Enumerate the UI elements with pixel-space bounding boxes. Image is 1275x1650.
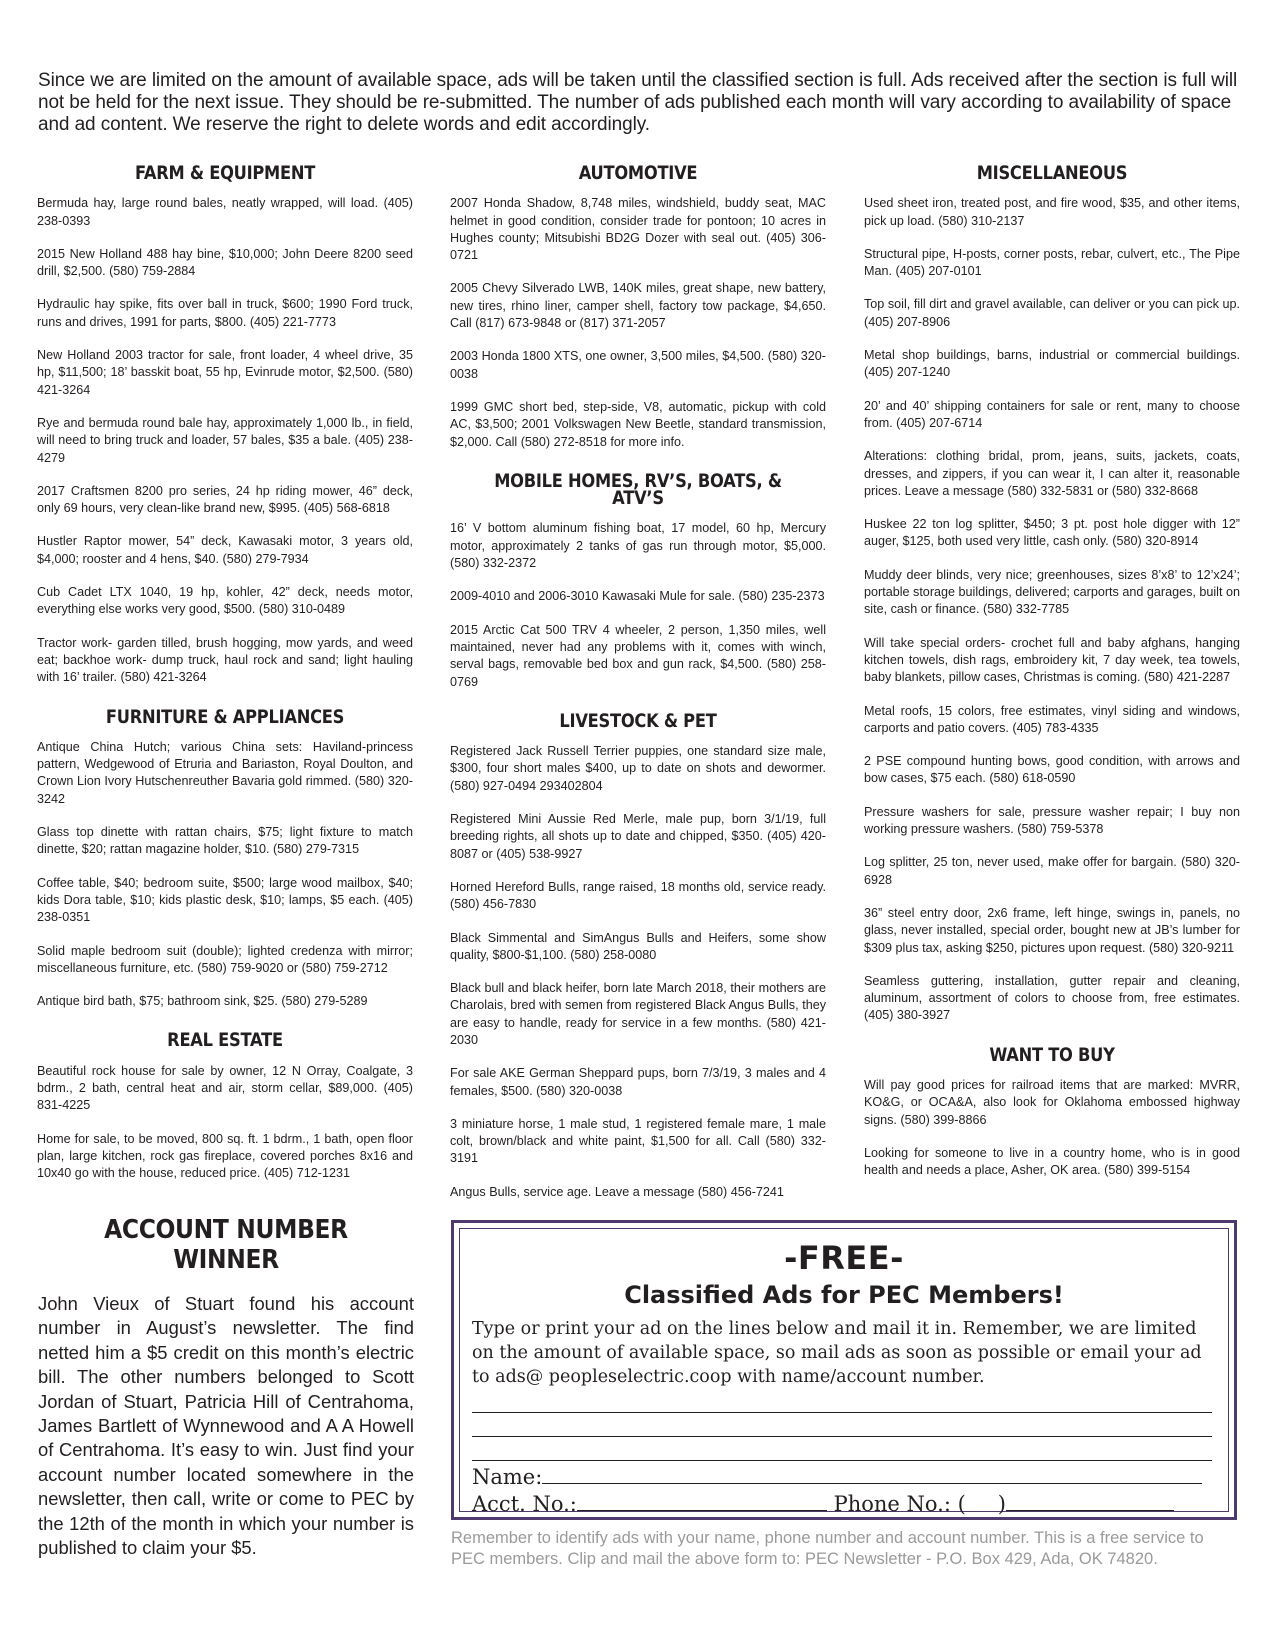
column-right <box>864 165 1240 1195</box>
section-title-livestock: LIVESTOCK & PET <box>559 710 717 732</box>
ad-item: 20’ and 40’ shipping containers for sale or rent, many to choose from. (405) 207-6714 <box>864 398 1240 430</box>
ad-item: Coffee table, $40; bedroom suite, $500; large wood mailbox, $40; kids Dora table, $10; kids plastic desk, $10; lamps, $5 each. (405) 238-0351 <box>37 875 413 925</box>
name-label: Name: <box>472 1465 543 1489</box>
ad-item: Hydraulic hay spike, fits over ball in truck, $600; 1990 Ford truck, runs and drives, 1991 for parts, $800. (405) 221-7773 <box>37 297 413 329</box>
ad-item: 16’ V bottom aluminum fishing boat, 17 model, 60 hp, Mercury motor, approximately 2 tanks of gas run through motor, $5,000. (580) 332-2372 <box>450 521 826 571</box>
ad-item: Structural pipe, H-posts, corner posts, rebar, culvert, etc., The Pipe Man. (405) 207-0101 <box>864 246 1240 279</box>
ad-item: Rye and bermuda round bale hay, approximately 1,000 lb., in field, will need to bring truck and loader, 57 bales, $35 a bale. (405) 238-4279 <box>37 415 413 465</box>
ad-item: Tractor work- garden tilled, brush hogging, mow yards, and weed eat; backhoe work- dump truck, haul rock and sand; light hauling with 16’ trailer. (580) 421-3264 <box>37 635 413 685</box>
phone-line[interactable] <box>1006 1492 1174 1511</box>
intro-paragraph: Since we are limited on the amount of available space, ads will be taken until the classified section is full. Ads received after the section is full will not be held for the next issue. They should be re-submitted. The number of ads published each month will vary according to availability of space and ad content. We reserve the right to delete words and edit accordingly. <box>38 70 1238 135</box>
acct-phone-field[interactable] <box>472 1492 1174 1516</box>
ad-write-line-3[interactable] <box>472 1460 1212 1461</box>
ad-item: 2017 Craftsmen 8200 pro series, 24 hp riding mower, 46” deck, only 69 hours, very clean-like brand new, $995. (405) 568-6818 <box>37 483 413 516</box>
phone-label: Phone No.: ( <box>833 1492 966 1516</box>
winner-body: John Vieux of Stuart found his account number in August’s newsletter. The find netted him a $5 credit on this month’s electric bill. The other numbers belonged to Scott Jordan of Stuart, Patricia Hill of Centrahoma, James Bartlett of Wynnewood and A A Howell of Centrahoma. It’s easy to win. Just find your account number located somewhere in the newsletter, then call, write or come to PEC by the 12th of the month in which your number is published to claim your $5. <box>38 1293 414 1559</box>
ad-item: Home for sale, to be moved, 800 sq. ft. 1 bdrm., 1 bath, open floor plan, large kitchen, rock gas fireplace, covered porches 8x16 and 10x40 go with the house, reduced price. (405) 712-1231 <box>37 1131 413 1181</box>
ad-item: Registered Jack Russell Terrier puppies, one standard size male, $300, four short males $400, up to date on shots and dewormer. (580) 927-0494 293402804 <box>450 744 826 793</box>
ad-item: For sale AKE German Sheppard pups, born 7/3/19, 3 males and 4 females, $500. (580) 320-0038 <box>450 1066 826 1098</box>
ad-item: New Holland 2003 tractor for sale, front loader, 4 wheel drive, 35 hp, $11,500; 18’ basskit boat, 55 hp, Evinrude motor, $2,500. (580) 421-3264 <box>37 348 413 397</box>
ad-item: Alterations: clothing bridal, prom, jeans, suits, jackets, coats, dresses, and zippers, if you can wear it, I can alter it, reasonable prices. Leave a message (580) 332-5831 or (580) 332-8668 <box>864 449 1240 498</box>
ad-item: 1999 GMC short bed, step-side, V8, automatic, pickup with cold AC, $3,500; 2001 Volkswagen New Beetle, standard transmission, $2,000. Call (580) 272-8518 for more info. <box>450 399 826 449</box>
ad-item: Bermuda hay, large round bales, neatly wrapped, will load. (405) 238-0393 <box>37 196 413 228</box>
name-line[interactable] <box>542 1465 1202 1484</box>
section-title-misc: MISCELLANEOUS <box>976 163 1128 184</box>
ad-item: 2015 New Holland 488 hay bine, $10,000; John Deere 8200 seed drill, $2,500. (580) 759-2884 <box>37 246 413 279</box>
ad-item: Will pay good prices for railroad items that are marked: MVRR, KO&G, or OCA&A, also look for Oklahoma embossed highway signs. (580) 399-8866 <box>864 1077 1240 1127</box>
section-title-automotive: AUTOMOTIVE <box>578 163 698 184</box>
ad-item: Metal shop buildings, barns, industrial or commercial buildings. (405) 207-1240 <box>864 348 1240 380</box>
section-title-realestate: REAL ESTATE <box>167 1030 283 1052</box>
ad-item: 3 miniature horse, 1 male stud, 1 registered female mare, 1 male colt, brown/black and white paint, $1,500 for all. Call (580) 332-3191 <box>450 1116 826 1166</box>
ad-item: Glass top dinette with rattan chairs, $75; light fixture to match dinette, $20; rattan magazine holder, $10. (580) 279-7315 <box>37 825 413 857</box>
free-heading: -FREE- <box>784 1239 904 1277</box>
ad-item: Will take special orders- crochet full and baby afghans, hanging kitchen towels, dish rags, embroidery kit, 7 day week, tea towels, baby blankets, pillow cases, Christmas is coming. (580) 421-2287 <box>864 635 1240 685</box>
acct-label: Acct. No.: <box>472 1492 577 1516</box>
ad-item: 2 PSE compound hunting bows, good condition, with arrows and bow cases, $75 each. (580) 618-0590 <box>864 754 1240 786</box>
ad-item: Pressure washers for sale, pressure washer repair; I buy non working pressure washers. (580) 759-5378 <box>864 804 1240 837</box>
ad-item: Cub Cadet LTX 1040, 19 hp, kohler, 42” deck, needs motor, everything else works very good, $500. (580) 310-0489 <box>37 585 413 617</box>
ad-item: 2007 Honda Shadow, 8,748 miles, windshield, buddy seat, MAC helmet in good condition, consider trade for pontoon; 10 acres in Hughes county; Mitsubishi BD2G Dozer with seal out. (405) 306-0721 <box>450 196 826 263</box>
ad-item: 2005 Chevy Silverado LWB, 140K miles, great shape, new battery, new tires, rhino liner, camper shell, factory tow package, $4,650. Call (817) 673-9848 or (817) 371-2057 <box>450 281 826 331</box>
ad-item: Metal roofs, 15 colors, free estimates, vinyl siding and windows, carports and patio covers. (405) 783-4335 <box>864 703 1240 735</box>
ad-item: Angus Bulls, service age. Leave a message (580) 456-7241 <box>450 1184 784 1199</box>
form-footnote: Remember to identify ads with your name, phone number and account number. This is a free service to PEC members. Clip and mail the above form to: PEC Newsletter - P.O. Box 429, Ada, OK 74820. <box>451 1529 1204 1568</box>
ad-item: Huskee 22 ton log splitter, $450; 3 pt. post hole digger with 12” auger, $125, both used very little, cash only. (580) 320-8914 <box>864 517 1240 549</box>
form-subtitle: Classified Ads for PEC Members! <box>624 1281 1064 1309</box>
ad-write-line-2[interactable] <box>472 1436 1212 1437</box>
ad-item: Black Simmental and SimAngus Bulls and Heifers, some show quality, $800-$1,100. (580) 258-0080 <box>450 930 826 962</box>
ad-item: 36” steel entry door, 2x6 frame, left hinge, swings in, panels, no glass, never installed, special order, bought new at JB’s lumber for $309 plus tax, asking $250, pictures upon request. (580) 320-9211 <box>864 905 1240 955</box>
ad-item: Seamless guttering, installation, gutter repair and cleaning, aluminum, assortment of colors to choose from, free estimates. (405) 380-3927 <box>864 973 1240 1023</box>
acct-line[interactable] <box>577 1492 827 1511</box>
ad-item: Antique bird bath, $75; bathroom sink, $25. (580) 279-5289 <box>37 994 368 1009</box>
ad-item: Antique China Hutch; various China sets: Haviland-princess pattern, Wedgewood of Etruria and Bariaston, Royal Doulton, and Crown Lion Ivory Hutschenreuther Bavaria gold rimmed. (580) 320-3242 <box>37 739 413 806</box>
ad-item: Looking for someone to live in a country home, who is in good health and needs a place, Asher, OK area. (580) 399-5154 <box>864 1145 1240 1178</box>
ad-item: Top soil, fill dirt and gravel available, can deliver or you can pick up. (405) 207-8906 <box>864 297 1240 329</box>
account-winner-section <box>38 1215 414 1560</box>
form-inner-border <box>459 1228 1229 1516</box>
ad-item: Horned Hereford Bulls, range raised, 18 months old, service ready. (580) 456-7830 <box>450 879 826 912</box>
column-left <box>37 165 413 1198</box>
section-title-wanttobuy: WANT TO BUY <box>989 1044 1115 1066</box>
section-title-mobile: MOBILE HOMES, RV’S, BOATS, & ATV’S <box>494 470 782 510</box>
ad-item: Beautiful rock house for sale by owner, 12 N Orray, Coalgate, 3 bdrm., 2 bath, central heat and air, storm cellar, $89,000. (405) 831-4225 <box>37 1063 413 1113</box>
ad-item: 2015 Arctic Cat 500 TRV 4 wheeler, 2 person, 1,350 miles, well maintained, never had any problems with it, comes with winch, serval bags, removable bed box and gun rack, $4,500. (580) 258-0769 <box>450 622 826 689</box>
ad-item: 2003 Honda 1800 XTS, one owner, 3,500 miles, $4,500. (580) 320-0038 <box>450 349 826 381</box>
phone-paren: ) <box>997 1492 1006 1516</box>
form-instructions: Type or print your ad on the lines below and mail it in. Remember, we are limited on the amount of available space, so mail ads as soon as possible or email your ad to ads@ peopleselectric.coop with name/account number. <box>472 1319 1202 1387</box>
winner-title: ACCOUNT NUMBER WINNER <box>104 1215 348 1275</box>
ad-item: Solid maple bedroom suit (double); lighted credenza with mirror; miscellaneous furniture, etc. (580) 759-9020 or (580) 759-2712 <box>37 943 413 975</box>
ad-write-line-1[interactable] <box>472 1412 1212 1413</box>
ad-item: 2009-4010 and 2006-3010 Kawasaki Mule for sale. (580) 235-2373 <box>450 589 825 604</box>
ad-item: Muddy deer blinds, very nice; greenhouses, sizes 8’x8’ to 12’x24’; portable storage buildings, delivered; carports and garages, built on site, cash or finance. (580) 332-7785 <box>864 567 1240 617</box>
ad-item: Black bull and black heifer, born late March 2018, their mothers are Charolais, bred with semen from registered Black Angus Bulls, they are easy to handle, ready for service in a few months. (580) 421-2030 <box>450 981 826 1047</box>
name-field[interactable] <box>472 1465 1202 1489</box>
column-middle <box>450 165 826 1217</box>
ad-item: Hustler Raptor mower, 54” deck, Kawasaki motor, 3 years old, $4,000; rooster and 4 hens, $40. (580) 279-7934 <box>37 534 413 566</box>
ad-item: Log splitter, 25 ton, never used, make offer for bargain. (580) 320-6928 <box>864 855 1240 887</box>
ad-item: Used sheet iron, treated post, and fire wood, $35, and other items, pick up load. (580) 310-2137 <box>864 196 1240 228</box>
ad-item: Registered Mini Aussie Red Merle, male pup, born 3/1/19, full breeding rights, all shots up to date and chipped, $350. (405) 420-8087 or (405) 538-9927 <box>450 812 826 861</box>
free-classified-form <box>451 1220 1237 1520</box>
section-title-farm: FARM & EQUIPMENT <box>134 163 316 184</box>
section-title-furniture: FURNITURE & APPLIANCES <box>105 706 345 728</box>
